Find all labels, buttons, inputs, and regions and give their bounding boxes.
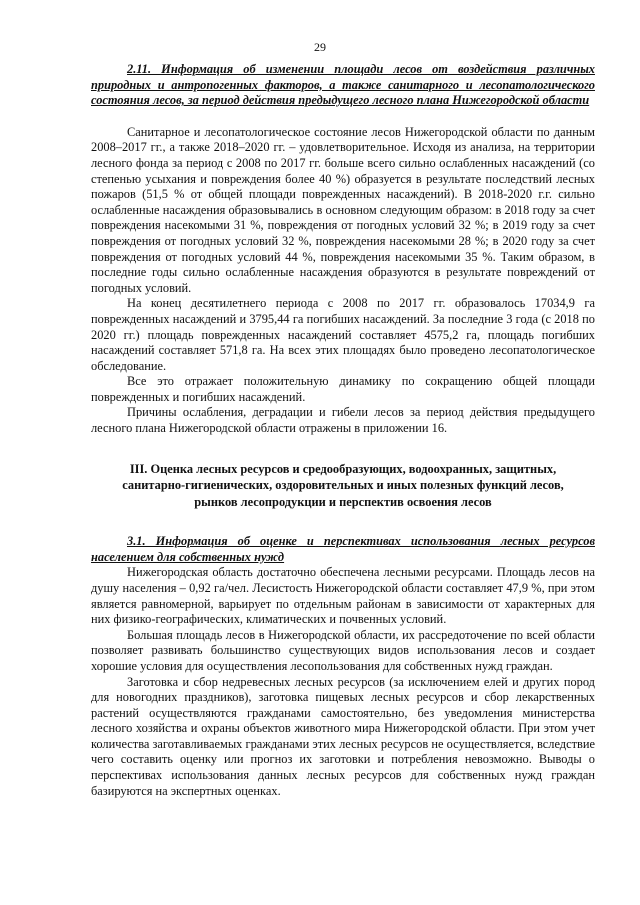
section-2-11-paragraph: Все это отражает положительную динамику по сокращению общей площади поврежденных и погибших насаждений. bbox=[91, 374, 595, 404]
section-2-11-paragraph: Причины ослабления, деградации и гибели лесов за период действия предыдущего лесного плана Нижегородской области отражены в приложении 16. bbox=[91, 405, 595, 436]
section-2-11-heading: 2.11. Информация об изменении площади лесов от воздействия различных природных и антропогенных факторов, а также санитарного и лесопатологического состояния лесов, за период действия предыдущего лесного плана Нижегородской области bbox=[91, 62, 595, 108]
section-3-1-heading: 3.1. Информация об оценке и перспективах использования лесных ресурсов населением для собственных нужд bbox=[91, 534, 595, 564]
page-number: 29 bbox=[314, 40, 326, 54]
section-3-heading-line: санитарно-гигиенических, оздоровительных и иных полезных функций лесов, bbox=[122, 478, 564, 493]
section-3-heading-line: III. Оценка лесных ресурсов и средообразующих, водоохранных, защитных, bbox=[129, 461, 557, 476]
section-3-1-paragraph: Нижегородская область достаточно обеспечена лесными ресурсами. Площадь лесов на душу населения – 0,92 га/чел. Лесистость Нижегородской области составляет 47,9 %, при этом является равномерной, варьирует по отдельным районам в зависимости от характерных для них физико-географических, климатических и почвенных условий. bbox=[91, 565, 595, 627]
section-2-11-paragraph: Санитарное и лесопатологическое состояние лесов Нижегородской области по данным 2008–2017 гг., а также 2018–2020 гг. – удовлетворительное. Исходя из анализа, на территории лесного фонда за период с 2008 по 2017 гг. больше всего сильно ослабленных насаждений (со степенью усыхания и повреждения более 40 %) образуется в результате последствий лесных пожаров (51,5 % от общей площади поврежденных насаждений). В 2018-2020 г.г. сильно ослабленные насаждения образовывались в основном следующим образом: в 2018 году за счет повреждения насекомыми 31 %, повреждения от погодных условий 32 %; в 2019 году за счет повреждения от погодных условий 32 %, повреждения насекомыми 28 %; в 2020 году за счет повреждения от погодных условий 44 %, повреждения насекомыми 35 %. Таким образом, в последние годы сильно ослабленные насаждения образуются в результате повреждений от погодных условий. bbox=[91, 124, 595, 295]
section-3-1-paragraph: Заготовка и сбор недревесных лесных ресурсов (за исключением елей и других пород для новогодних праздников), заготовка пищевых лесных ресурсов и сбор лекарственных растений осуществляются гражданами самостоятельно, без уведомления министерства лесного хозяйства и охраны объектов животного мира Нижегородской области. При этом учет количества заготавливаемых гражданами этих лесных ресурсов не осуществляется, вследствие чего составить оценку или прогноз их заготовки и потребления невозможно. Выводы о перспективах использования данных лесных ресурсов для собственных нужд граждан базируются на экспертных оценках. bbox=[91, 674, 595, 798]
section-3-1-paragraph: Большая площадь лесов в Нижегородской области, их рассредоточение по всей области позволяет развивать большинство существующих видов использования лесов и создает хорошие условия для осуществления лесопользования для собственных нужд граждан. bbox=[91, 627, 595, 673]
section-2-11-paragraph: На конец десятилетнего периода с 2008 по 2017 гг. образовалось 17034,9 га поврежденных насаждений и 3795,44 га погибших насаждений. За последние 3 года (с 2018 по 2020 гг.) площадь поврежденных насаждений составляет 4575,2 га, площадь погибших насаждений составляет 571,8 га. На всех этих площадях было проведено лесопатологическое обследование. bbox=[91, 296, 595, 373]
section-3-heading bbox=[91, 461, 595, 511]
page-content bbox=[91, 62, 595, 799]
section-3-heading-line: рынков лесопродукции и перспектив освоения лесов bbox=[194, 494, 492, 509]
